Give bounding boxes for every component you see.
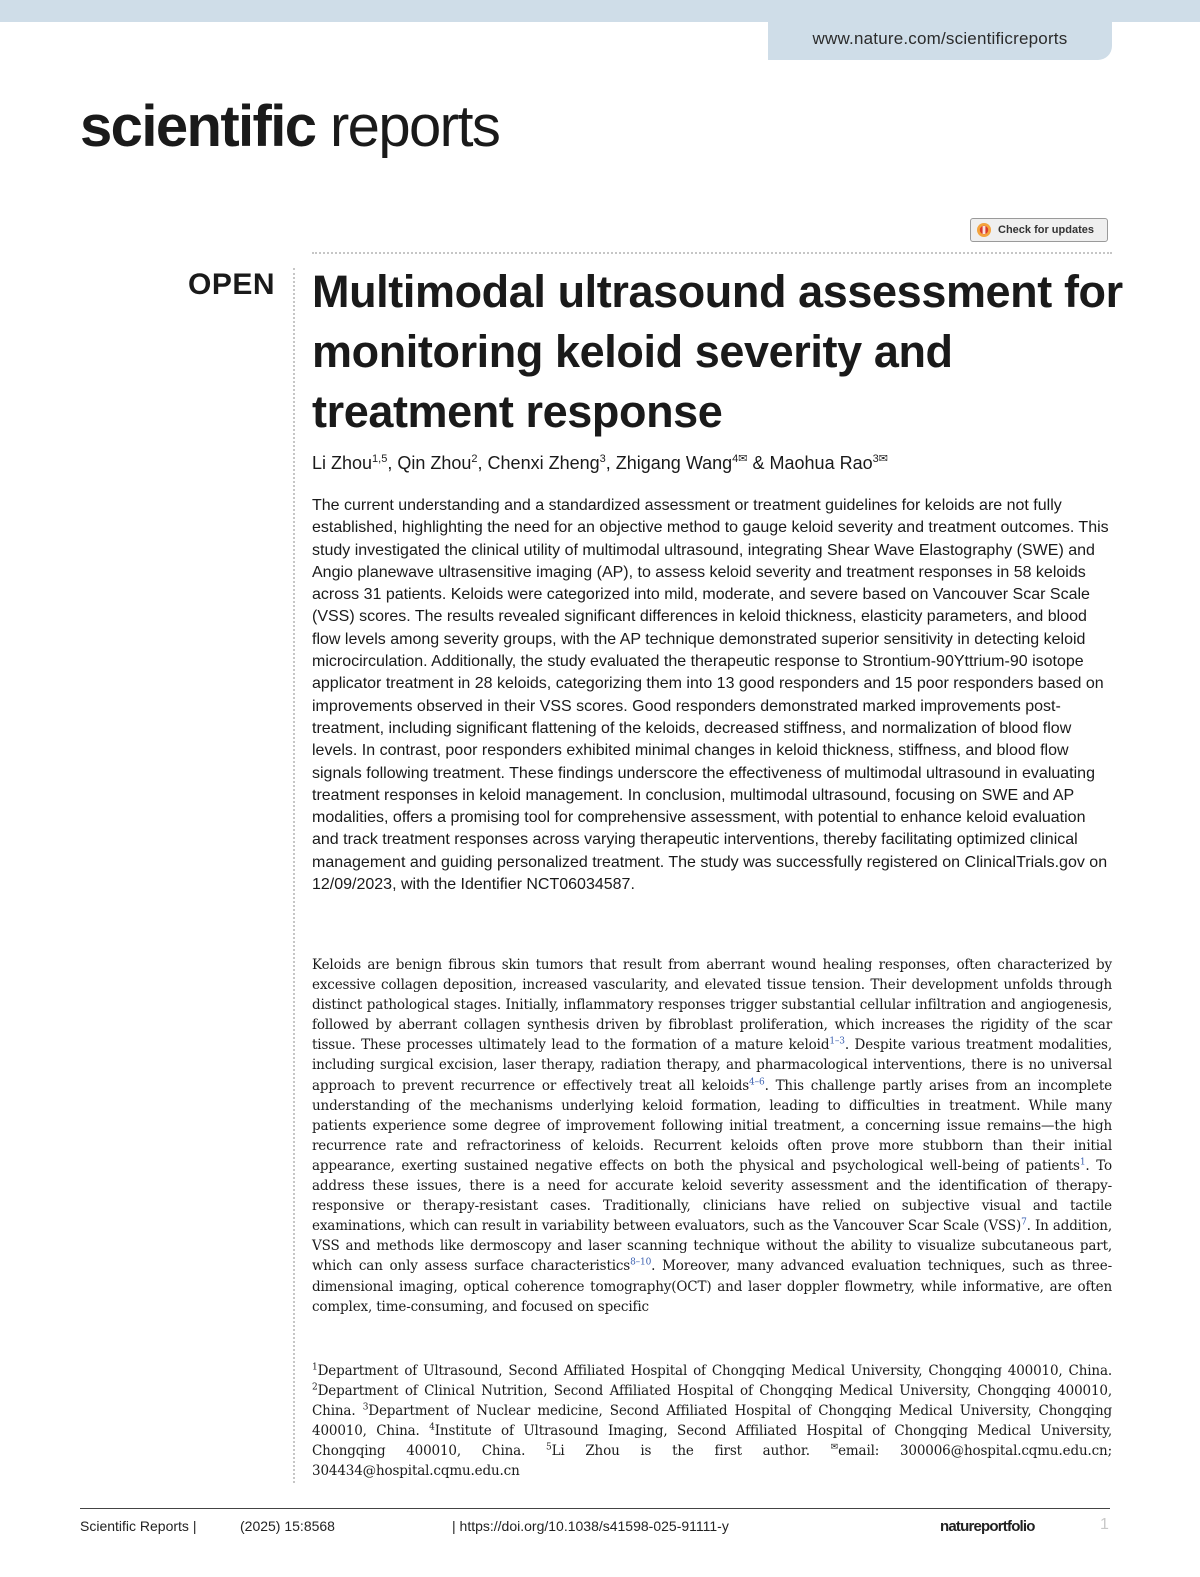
citation-link[interactable]: 7 [1021,1217,1027,1228]
author-name[interactable]: Li Zhou [312,453,373,473]
affiliation-text: Institute of Ultrasound Imaging, Second Affiliated Hospital of Chongqing Medical University, Chongqing 400010, China. [312,1423,1112,1460]
check-for-updates-button[interactable] [970,218,1108,242]
footer-doi-link[interactable]: | https://doi.org/10.1038/s41598-025-91111-y [452,1518,729,1534]
affiliation-text: Li Zhou is the first author. [551,1443,831,1460]
affiliation-number: 3 [362,1402,369,1413]
citation-link[interactable]: 8–10 [630,1257,652,1268]
author-name[interactable]: Chenxi Zheng [487,453,600,473]
citation-link[interactable]: 4–6 [749,1077,765,1088]
footer-rule [80,1508,1110,1509]
affiliation-number: 2 [312,1382,318,1393]
footer-journal: Scientific Reports | [80,1518,197,1534]
affiliation-number: 1 [312,1362,318,1373]
affiliation-text: email: 300006@hospital.cqmu.edu.cn; 304434@hospital.cqmu.edu.cn [312,1443,1112,1480]
body-paragraph [312,955,1112,1317]
nature-portfolio-logo: natureportfolio [940,1518,1035,1535]
article-title: Multimodal ultrasound assessment for monitoring keloid severity and treatment response [312,266,1123,437]
author-list [312,452,888,474]
affiliation-number: 4 [429,1422,435,1433]
author-affiliation-mark: 3✉ [872,453,888,465]
journal-masthead [80,94,500,159]
citation-link[interactable]: 1–3 [829,1036,845,1047]
author-affiliation-mark: 3 [599,453,606,465]
author-separator: , [387,453,398,473]
affiliation-number: 5 [546,1442,552,1453]
author-affiliation-mark: 1,5 [372,453,388,465]
body-text-run: Keloids are benign fibrous skin tumors that result from aberrant wound healing responses, often characterized by excessive collagen deposition, increased vascularity, and elevated tissue tension. Their development unfolds through distinct pathological stages. Initially, inflammatory responses trigger substantial cellular infiltration and angiogenesis, followed by aberrant collagen synthesis driven by fibroblast proliferation, which increases the rigidity of the scar tissue. These processes ultimately lead to the formation of a mature keloid [312,957,1112,1054]
author-name[interactable]: Qin Zhou [397,453,472,473]
masthead-bold-word: scientific [80,94,316,159]
open-access-label: OPEN [188,268,276,301]
footer-volume: (2025) 15:8568 [240,1518,335,1534]
check-updates-icon [976,222,992,238]
author-affiliation-mark: 4✉ [732,453,748,465]
body-text-run: . To address these issues, there is a need for accurate keloid severity assessment and the identification of therapy-responsive or therapy-resistant cases. Traditionally, clinicians have relied on subjective visual and tactile examinations, which can result in variability between evaluators, such as the Vancouver Scar Scale (VSS) [312,1157,1112,1235]
affiliations-footnote [312,1361,1112,1482]
masthead-light-word: reports [315,94,500,159]
author-separator: & [747,453,770,473]
affiliation-text: Department of Ultrasound, Second Affiliated Hospital of Chongqing Medical University, Chongqing 400010, China. [317,1363,1112,1379]
author-separator: , [477,453,488,473]
affiliation-number: ✉ [830,1442,839,1453]
citation-link[interactable]: 1 [1079,1157,1086,1168]
body-text-run: . Moreover, many advanced evaluation techniques, such as three-dimensional imaging, optical coherence tomography(OCT) and laser doppler flowmetry, while informative, are often complex, time-consuming, and focused on specific [312,1258,1112,1315]
author-separator: , [605,453,616,473]
author-name[interactable]: Zhigang Wang [615,453,733,473]
author-name[interactable]: Maohua Rao [769,453,873,473]
body-text-run: . Despite various treatment modalities, including surgical excision, laser therapy, radiation therapy, and pharmacological interventions, there is no universal approach to prevent recurrence or effectively treat all keloids [312,1037,1112,1094]
body-text-run: . In addition, VSS and methods like dermoscopy and laser scanning technique without the ability to visualize subcutaneous part, which can only assess surface characteristics [312,1218,1112,1275]
page-number: 1 [1100,1516,1109,1533]
affiliation-text: Department of Nuclear medicine, Second Affiliated Hospital of Chongqing Medical University, Chongqing 400010, China. [312,1403,1112,1440]
journal-url-link[interactable]: www.nature.com/scientificreports [768,18,1112,60]
body-text-run: . This challenge partly arises from an incomplete understanding of the mechanisms underlying keloid formation, leading to difficulties in treatment. While many patients experience some degree of improvement following initial treatment, a concerning issue remains—the high recurrence rate and refractoriness of keloids. Recurrent keloids often prove more stubborn than their initial appearance, exerting sustained negative effects on both the physical and psychological well-being of patients [312,1077,1112,1174]
abstract: The current understanding and a standardized assessment or treatment guidelines for keloids are not fully established, highlighting the need for an objective method to gauge keloid severity and treatment outcomes. This study investigated the clinical utility of multimodal ultrasound, integrating Shear Wave Elastography (SWE) and Angio planewave ultrasensitive imaging (AP), to assess keloid severity and treatment responses in 58 keloids across 31 patients. Keloids were categorized into mild, moderate, and severe based on Vancouver Scar Scale (VSS) scores. The results revealed significant differences in keloid thickness, elasticity parameters, and blood flow levels among severity groups, with the AP technique demonstrated superior sensitivity in detecting keloid microcirculation. Additionally, the study evaluated the therapeutic response to Strontium-90Yttrium-90 isotope applicator treatment in 28 keloids, categorizing them into 13 good responders and 15 poor responders based on improvements observed in their VSS scores. Good responders demonstrated marked improvements post-treatment, including significant flattening of the keloids, decreased stiffness, and normalization of blood flow levels. In contrast, poor responders exhibited minimal changes in keloid thickness, stiffness, and blood flow signals following treatment. These findings underscore the effectiveness of multimodal ultrasound in evaluating treatment responses in keloid management. In conclusion, multimodal ultrasound, focusing on SWE and AP modalities, offers a promising tool for comprehensive assessment, with potential to enhance keloid evaluation and track treatment responses across varying therapeutic interventions, thereby facilitating optimized clinical management and guiding personalized treatment. The study was successfully registered on ClinicalTrials.gov on 12/09/2023, with the Identifier NCT06034587. [312,497,1109,894]
check-updates-label: Check for updates [998,224,1094,236]
affiliation-text: Department of Clinical Nutrition, Second Affiliated Hospital of Chongqing Medical University, Chongqing 400010, China. [312,1383,1112,1420]
margin-dotted-rule [293,268,295,1483]
header-dotted-rule [312,252,1112,254]
author-affiliation-mark: 2 [471,453,478,465]
